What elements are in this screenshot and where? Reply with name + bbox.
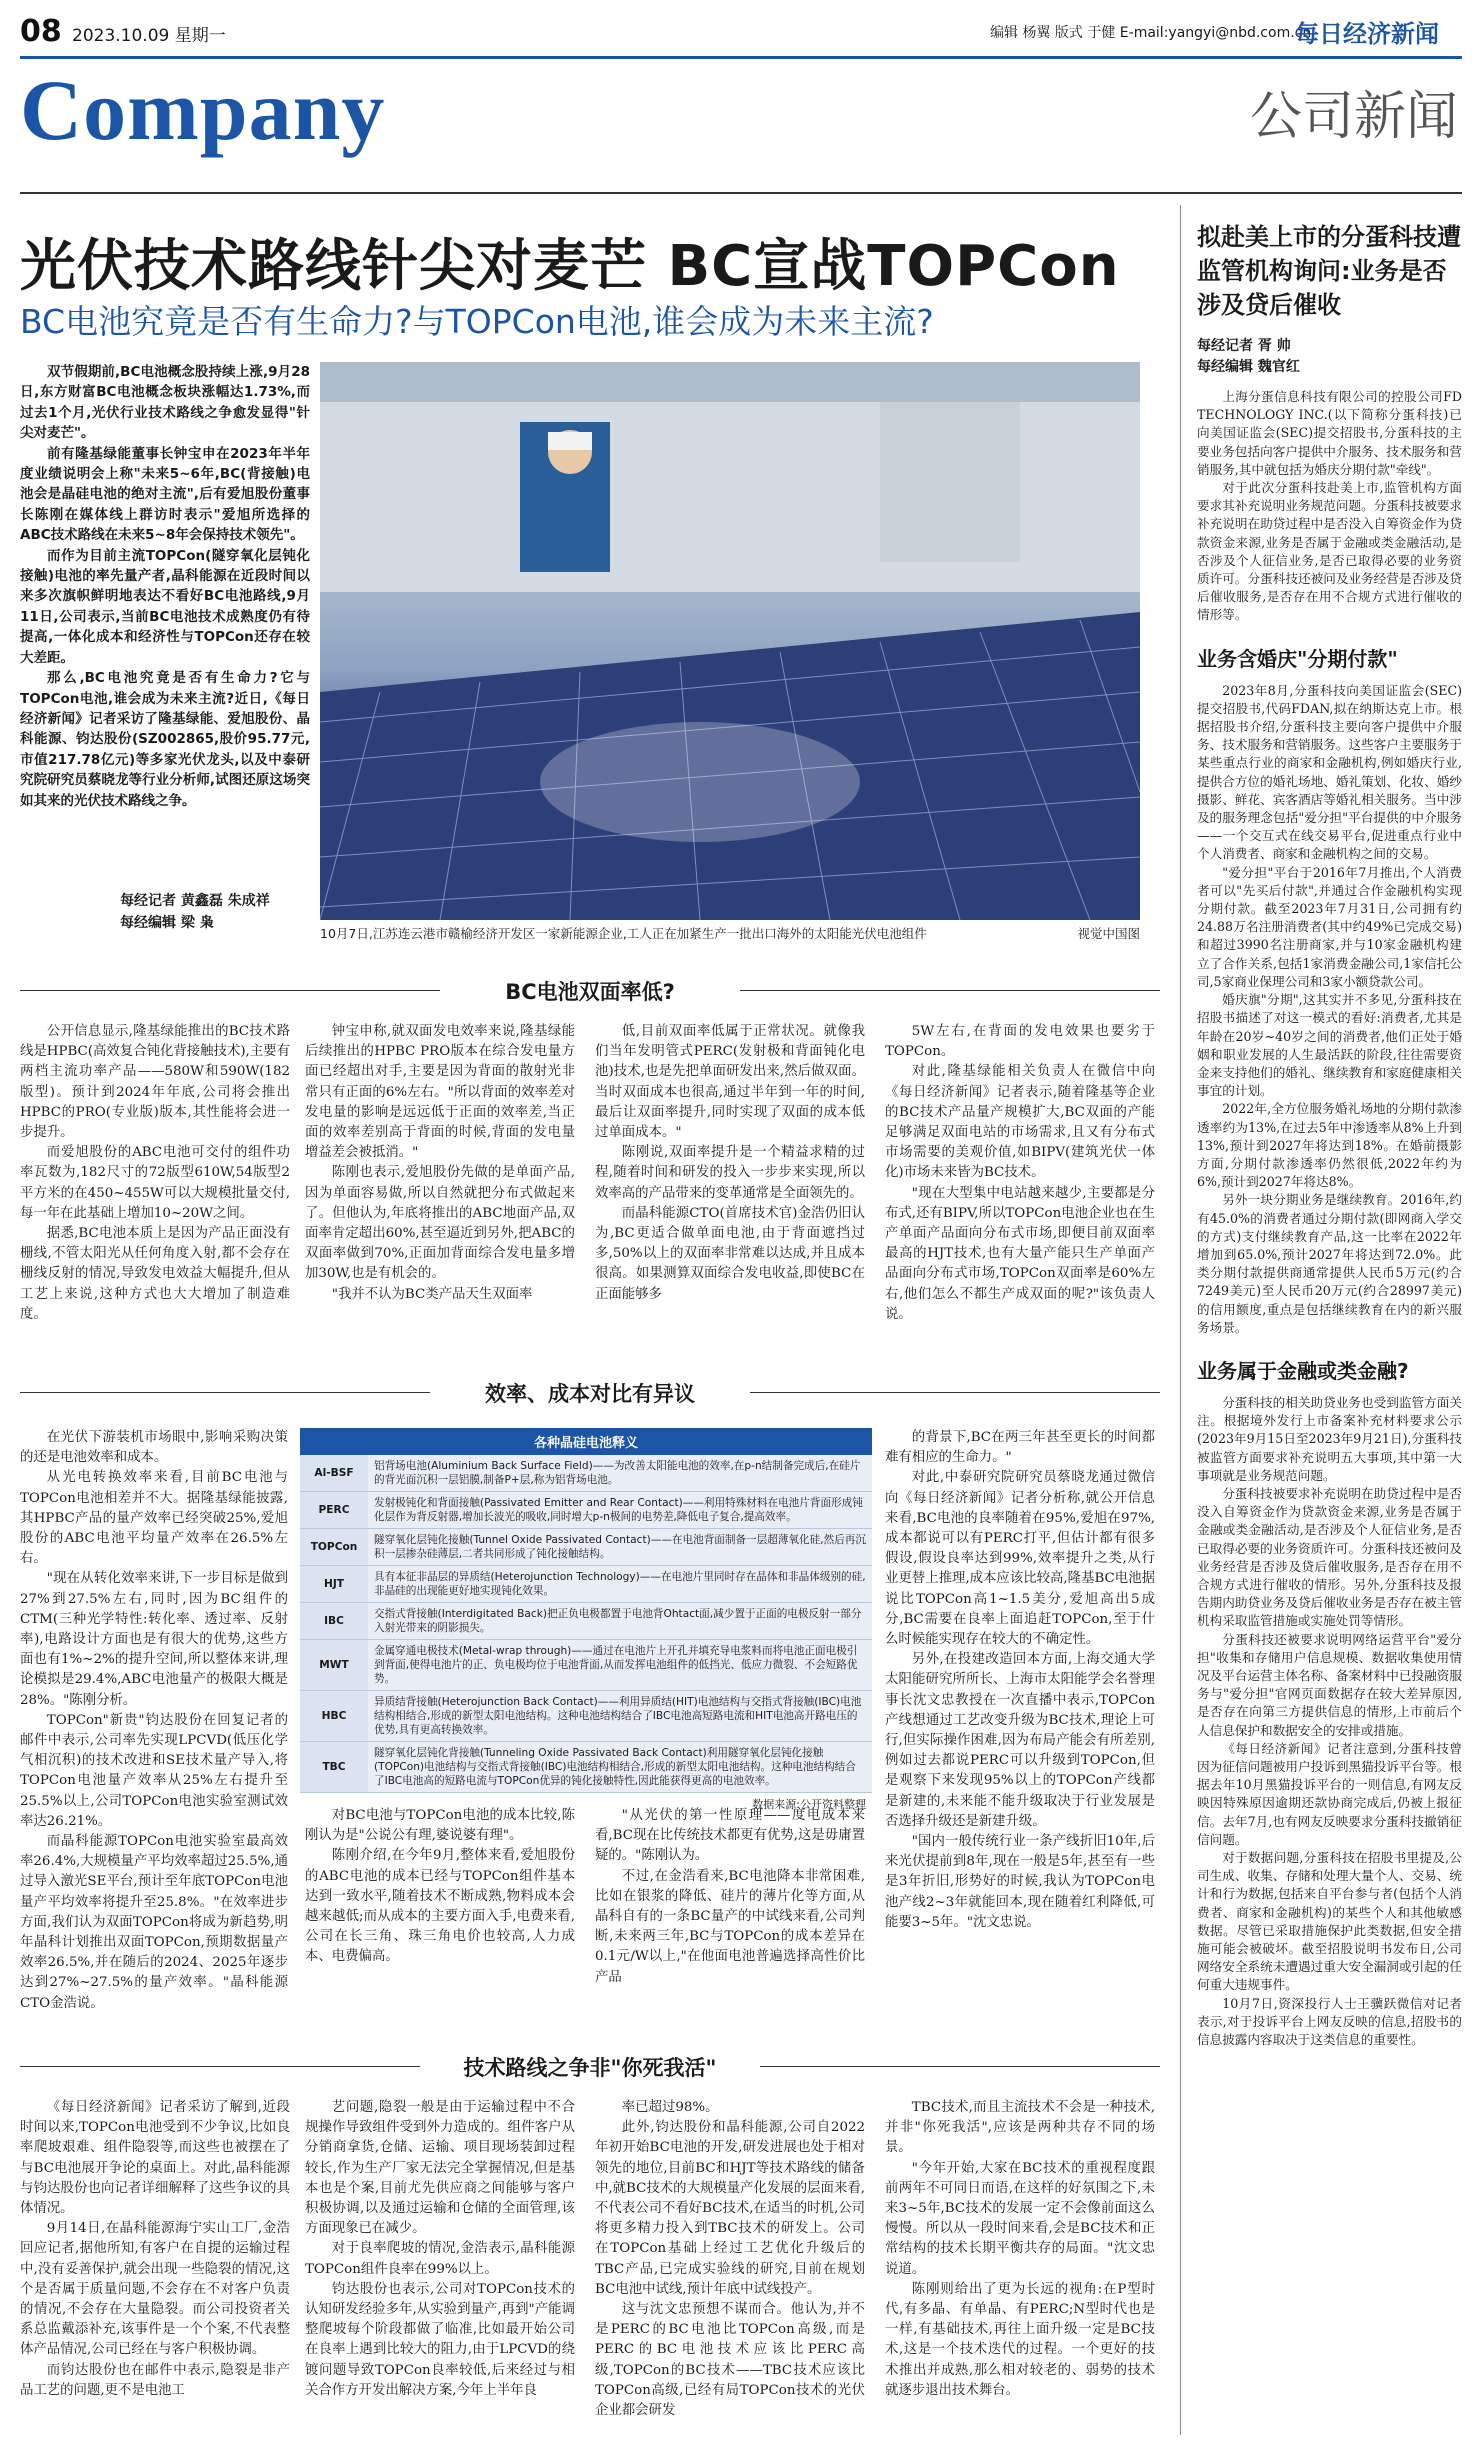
tech-table [300,1455,872,1793]
main-byline [120,890,320,934]
s1-column [885,1022,1155,1325]
intro-para: 那么,BC电池究竟是否有生命力?它与TOPCon电池,谁会成为未来主流?近日,《每日经济新闻》记者采访了隆基绿能、爱旭股份、晶科能源、钧达股份(SZ002865,股价95.77元,市值217.78亿元)等多家光伏龙头,以及中泰研究院研究员蔡晓龙等行业分析师,试图还原这场突如其来的光伏技术路线之争。 [20,670,310,809]
paragraph: 对于数据问题,分蛋科技在招股书里提及,公司生成、收集、存储和处理大量个人、交易、统计和行为数据,包括来自平台参与者(包括个人消费者、商家和金融机构)的某些个人和其他敏感数据。尽管已采取措施保护此类数据,但安全措施可能会被破坏。截至招股说明书发布日,公司网络安全系统未遭遇过重大安全漏洞或引起的任何重大违规事件。 [1197,1850,1462,1993]
editor-line: 编辑 杨翼 版式 于健 E-mail:yangyi@nbd.com.cn [990,25,1312,41]
paragraph: 对此,隆基绿能相关负责人在微信中向《每日经济新闻》记者表示,随着隆基等企业的BC技术产品量产规模扩大,BC双面的产能足够满足双面电站的市场需求,且又有分布式市场需要的美观价值,如BIPV(建筑光伏一体化)市场未来皆为BC技术。 [885,1064,1155,1181]
paragraph: 陈刚则给出了更为长远的视角:在P型时代,有多晶、有单晶、有PERC;N型时代也是一样,有基础技术,再往上面升级一定是BC技术,这是一个技术迭代的过程。一个更好的技术推出并成熟,那么相对较老的、弱势的技术就逐步退出技术舞台。 [885,2281,1155,2398]
paragraph: 《每日经济新闻》记者采访了解到,近段时间以来,TOPCon电池受到不少争议,比如良率爬坡艰难、组件隐裂等,而这些也被摆在了与BC电池展开争论的桌面上。对此,晶科能源与钧达股份也向记者详细解释了这些争议的具体情况。 [20,2100,290,2217]
tech-desc-cell: 铝背场电池(Aluminium Back Surface Field)——为改善太阳能电池的效率,在p-n结制备完成后,在硅片的背光面沉积一层铝膜,制备P+层,称为铝背场电池。 [374,1460,861,1486]
paragraph: TOPCon"新贵"钧达股份在回复记者的邮件中表示,公司率先实现LPCVD(低压化学气相沉积)的技术改进和SE技术量产导入,将TOPCon电池量产效率从25%左右提升至25.5%以上,公司TOPCon电池实验室测试效率达26.21%。 [20,1712,288,1829]
paragraph: 对此,中泰研究院研究员蔡晓龙通过微信向《每日经济新闻》记者分析称,就公开信息来看,BC电池的良率随着在95%,爱旭在97%,成本都说可以有PERC打平,但估计都有很多假设,假设良率达到99%,效率提升之类,从行业更替上推理,成本应该比较高,隆基BC电池据说比TOPCon高1~1.5美分,爱旭高出5成分,BC需要在良率上面追赶TOPCon,至于什么时候能实现存在较大的不确定性。 [885,1470,1155,1648]
tech-name-cell: PERC [300,1492,368,1529]
paragraph: 分蛋科技被要求补充说明在助贷过程中是否没入自筹资金作为贷款资金来源,业务是否属于金融或类金融活动,是否涉及个人征信业务,是否已取得必要的业务资质许可。分蛋科技还被问及业务经营是否涉及贷后催收服务,是否存在用不合规方式进行催收的情形。另外,分蛋科技及报告期内助贷业务及贷后催收业务是否存在被主管机构采取监管措施或实施处罚等情形。 [1197,1485,1462,1629]
tech-name-cell: MWT [300,1640,368,1691]
newspaper-brand: 每日经济新闻 [1295,20,1439,48]
paragraph: 而晶科能源TOPCon电池实验室最高效率26.4%,大规模量产平均效率超过25.5%,通过导入激光SE平台,预计至年底TOPCon电池量产平均效率将提升至25.8%。"在效率进步方面,我们认为双面TOPCon将成为新趋势,明年晶科计划推出双面TOPCon,预期数据量产效率26.5%,并在随后的2024、2025年逐步达到27%~27.5%的量产效率。"晶科能源CTO金浩说。 [20,1834,288,2011]
paragraph: 这与沈文忠预想不谋而合。他认为,并不是PERC的BC电池比TOPCon高级,而是PERC的BC电池技术应该比PERC高级,TOPCon的BC技术——TBC技术应该比TOPCon高级,已经有局TOPCon技术的光伏企业都会研发 [595,2302,865,2419]
paragraph: 另外,在投建改造回本方面,上海交通大学太阳能研究所所长、上海市太阳能学会名誉理事长沈文忠教授在一次直播中表示,TOPCon产线想通过工艺改变升级为BC技术,理论上可行,但实际操作困难,因为布局产能会有所差别,例如过去都说PERC可以升级到TOPCon,但是观察下来发现95%以上的TOPCon产线都是新建的,未来能不能升级取决于行业发展是否选择升级还是新建升级。 [885,1652,1155,1829]
section-title-chinese: 公司新闻 [1250,87,1459,147]
s3-column [20,2098,290,2401]
paragraph: 10月7日,资深投行人士王骥跃微信对记者表示,对于投诉平台上网友反映的信息,招股书的信息披露内容取决于这类信息的重要性。 [1197,1995,1462,2048]
tech-desc-cell: 金属穿通电极技术(Metal-wrap through)——通过在电池片上开孔并填充导电浆料而将电池正面电极引到背面,使得电池片的正、负电极均位于电池背面,从而发挥电池组件的低挡光、低应力微裂、不会短路优势。 [374,1645,858,1685]
paragraph: "我并不认为BC类产品天生双面率 [331,1286,533,1302]
issue-date: 2023.10.09 星期一 [72,26,226,46]
tech-name-cell: TBC [300,1742,368,1793]
table-row [300,1640,872,1691]
paragraph: "现在大型集中电站越来越少,主要都是分布式,还有BIPV,所以TOPCon电池企业也在生产单面产品面向分布式市场,即便目前双面率最高的HJT技术,也有大量产能只生产单面产品面向分布式市场,TOPCon双面率是60%左右,他们怎么不都生产成双面的呢?"该负责人说。 [885,1185,1155,1322]
paragraph: "今年开始,大家在BC技术的重视程度跟前两年不可同日而语,在这样的好氛围之下,未来3~5年,BC技术的发展一定不会像前面这么慢慢。所以从一段时间来看,会是BC技术和正常结构的技术长期平衡共存的局面。"沈文忠说道。 [885,2160,1155,2277]
side-subheading: 业务属于金融或类金融? [1197,1358,1409,1383]
table-row [300,1492,872,1529]
s1-column [595,1022,865,1305]
paragraph: 2022年,全方位服务婚礼场地的分期付款渗透率约为13%,在过去5年中渗透率从8%上升到13%,预计到2027年将达到18%。在婚前摄影方面,分期付款渗透率仍然很低,2022年约为6%,预计到2027年将达8%。 [1197,1101,1462,1190]
tech-table-box [300,1428,872,1811]
intro-text [20,362,310,811]
paragraph: 对BC电池与TOPCon电池的成本比较,陈刚认为是"公说公有理,婆说婆有理"。 [305,1808,575,1844]
paragraph: 另外一块分期业务是继续教育。2016年,约有45.0%的消费者通过分期付款(即网商入学交的方式)支付继续教育产品,这一比率在2022年增加到65.0%,预计2027年将达到72.0%。此类分期付款提供商通常提供人民币5万元(约合7249美元)至人民币20万元(约合28997美元)的信用额度,重点是包括继续教育在内的新兴服务场景。 [1197,1192,1462,1335]
s1-column [20,1022,290,1325]
paragraph: 而爱旭股份的ABC电池可交付的组件功率瓦数为,182尺寸的72版型610W,54版型2平方米的在450~455W可以大规模批量交付,每一年在此基础上增加10~20W之间。 [20,1145,290,1221]
main-headline: 光伏技术路线针尖对麦芒 BC宣战TOPCon [20,234,1120,299]
paragraph: "从光伏的第一性原理——度电成本来看,BC现在比传统技术都更有优势,这是毋庸置疑的。"陈刚认为。 [595,1808,865,1864]
paragraph: 分蛋科技还被要求说明网络运营平台"爱分担"收集和存储用户信息规模、数据收集使用情况及平台运营主体名称、备案材料中已投融资服务与"爱分担"官网页面数据存在较大差异原因,是否存在向第三方提供信息的情形,上市前后个人信息保护和数据安全的安排或措施。 [1197,1631,1462,1738]
paragraph: 而晶科能源CTO(首席技术官)金浩仍旧认为,BC更适合做单面电池,由于背面遮挡过多,50%以上的双面率非常难以达成,并且成本很高。如果测算双面综合发电收益,即使BC在正面能够多 [595,1205,865,1302]
page-number: 08 [20,14,62,49]
side-headline: 拟赴美上市的分蛋科技遭监管机构询问:业务是否涉及贷后催收 [1197,223,1461,319]
tech-desc-cell: 隧穿氧化层钝化背接触(Tunneling Oxide Passivated Back Contact)利用隧穿氧化层钝化接触(TOPCon)电池结构与交指式背接触(IBC)电池结构相结合,形成的新型太阳电池结构。这种电池结构结合了IBC电池高的短路电流与TOPCon优异的钝化接触特性,因此能获得更高的电池效率。 [374,1747,856,1787]
side-body-2 [1197,682,1462,1337]
paragraph: 《每日经济新闻》记者注意到,分蛋科技曾因为征信问题被用户投诉到黑猫投诉平台等。根据去年10月黑猫投诉平台的一则信息,有网友反映因特殊原因逾期还款协商完成后,仍被上报征信。去年7月,也有网友反映要求分蛋科技撤销征信问题。 [1197,1740,1462,1847]
table-row [300,1455,872,1492]
paragraph: 不过,在金浩看来,BC电池降本非常困难,比如在银浆的降低、硅片的薄片化等方面,从晶科自有的一条BC量产的中试线来看,公司判断,未来两三年,BC与TOPCon的成本差异在0.1元/W以上,"在他面电池普遍选择高性价比产品 [595,1868,865,1985]
table-row [300,1691,872,1742]
table-row [300,1742,872,1793]
tech-desc-cell: 发射极钝化和背面接触(Passivated Emitter and Rear Contact)——利用特殊材料在电池片背面形成钝化层作为背反射器,增加长波光的吸收,同时增大p-n极间的电势差,降低电子复合,提高效率。 [374,1497,863,1523]
tech-name-cell: TOPCon [300,1529,368,1566]
paragraph: "现在从转化效率来讲,下一步目标是做到27%到27.5%左右,同时,因为BC组件的CTM(三种光学特性:转化率、透过率、反射率),电路设计方面也是有很大的优势,这些方面也有1%~2%的提升空间,所以整体来讲,理论模拟是29.4%,ABC电池量产的极限大概是28%。"陈刚分析。 [20,1571,288,1708]
paragraph: 而钧达股份也在邮件中表示,隐裂是非产品工艺的问题,更不是电池工 [20,2362,290,2398]
side-byline [1197,336,1462,378]
main-subhead: BC电池究竟是否有生命力?与TOPCon电池,谁会成为未来主流? [20,302,934,341]
paragraph: "爱分担"平台于2016年7月推出,个人消费者可以"先买后付款",并通过合作金融机构实现分期付款。截至2023年7月31日,公司拥有约24.88万名注册消费者(其中约49%已完成交易)和超过3990名注册商家,并与10家金融机构建立了合作关系,包括1家消费金融公司,1家信托公司,5家商业保理公司和3家小额贷款公司。 [1197,864,1462,989]
tech-desc-cell: 隧穿氧化层钝化接触(Tunnel Oxide Passivated Contact)——在电池背面制备一层超薄氧化硅,然后再沉积一层掺杂硅薄层,二者共同形成了钝化接触结构。 [374,1534,866,1560]
factory-photo [320,362,1140,920]
paragraph: TBC技术,而且主流技术不会是一种技术,并非"你死我活",应该是两种共存不同的场景。 [885,2100,1155,2156]
s1-column [305,1022,575,1305]
paragraph: 艺问题,隐裂一般是由于运输过程中不合规操作导致组件受到外力造成的。组件客户从分销商拿货,仓储、运输、项目现场装卸过程较长,作为生产厂家无法完全掌握情况,但是基本也是个案,目前尤先供应商之间能够与客户积极协调,以及通过运输和仓储的全面管理,该方面现象已在减少。 [305,2100,575,2237]
s3-column [885,2098,1155,2401]
table-source: 数据来源:公开资料整理 [752,1798,866,1811]
section-heading: 技术路线之争非"你死我活" [420,2052,760,2082]
paragraph: 分蛋科技的相关助贷业务也受到监管方面关注。根据境外发行上市备案补充材料要求公示(2023年9月15日至2023年9月21日),分蛋科技被监管方面要求补充说明五大事项,其中第一大事项就是业务规范问题。 [1197,1394,1462,1483]
tech-desc-cell: 交指式背接触(Interdigitated Back)把正负电极都置于电池背Ohtact面,减少置于正面的电极反射一部分入射光带来的阴影损失。 [374,1608,862,1634]
header-rule [20,56,1462,59]
photo-credit: 视觉中国图 [1077,926,1140,941]
paragraph: 率已超过98%。 [621,2100,719,2115]
table-row [300,1603,872,1640]
header-bottom-rule [20,192,1462,194]
paragraph: 的背景下,BC在两三年甚至更长的时间都难有相应的生命力。" [885,1430,1155,1466]
paragraph: 9月14日,在晶科能源海宁实山工厂,金浩回应记者,据他所知,有客户在自提的运输过程中,没有妥善保护,就会出现一些隐裂的情况,这个是否属于质量问题,不会存在不对客户负责的情况,不会存在大量隐裂。而公司投资者关系总监戴添补充,该事件是一个个案,不代表整体产品情况,公司已经在与客户积极协调。 [20,2221,290,2358]
side-reporter: 每经记者 胥 帅 [1197,338,1291,354]
s3-column [305,2098,575,2401]
column-divider [1180,205,1181,2435]
tech-desc-cell: 具有本征非晶层的异质结(Heterojunction Technology)——在电池片里同时存在晶体和非晶体级别的硅,非晶硅的出现能更好地实现钝化效果。 [374,1571,866,1597]
paragraph: 陈刚介绍,在今年9月,整体来看,爱旭股份的ABC电池的成本已经与TOPCon组件基本达到一致水平,随着技术不断成熟,物料成本会越来越低;而从成本的主要方面入手,电费来看,公司在长三角、珠三角电价也较高,人力成本、电费偏高。 [305,1848,575,1965]
solar-panel-illustration [320,362,1140,920]
tech-name-cell: HBC [300,1691,368,1742]
s2-column [885,1428,1155,1933]
table-row [300,1529,872,1566]
side-body-1 [1197,388,1462,625]
tech-name-cell: HJT [300,1566,368,1603]
paragraph: 钧达股份也表示,公司对TOPCon技术的认知研发经验多年,从实验到量产,再到"产能调整爬坡每个阶段都做了临准,比如最开始公司在良率上遇到比较大的阻力,由于LPCVD的绕镀问题导致TOPCon良率较低,后来经过与相关合作方开发出解决方案,今年上半年良 [305,2281,575,2398]
s2-column [20,1428,288,2014]
section-heading: BC电池双面率低? [440,976,740,1006]
paragraph: 陈刚也表示,爱旭股份先做的是单面产品,因为单面容易做,所以自然就把分布式做起来了。但他认为,年底将推出的ABC地面产品,双面率肯定超出60%,甚至逼近到另外,把ABC的双面率做到70%,正面加背面综合发电量多增加30W,也是有机会的。 [305,1165,575,1282]
side-article [1197,220,1462,2049]
s3-column [595,2098,865,2421]
paragraph: 上海分蛋信息科技有限公司的控股公司FD TECHNOLOGY INC.(以下简称分蛋科技)已向美国证监会(SEC)提交招股书,分蛋科技的主要业务包括向客户提供中介服务、技术服务和营销服务,其中就包括为婚庆分期付款"牵线"。 [1197,389,1462,477]
tech-desc-cell: 异质结背接触(Heterojunction Back Contact)——利用异质结(HIT)电池结构与交指式背接触(IBC)电池结构相结合,形成的新型太阳电池结构。这种电池结构结合了IBC电池高短路电流和HIT电池高开路电压的优势,具有更高转换效率。 [374,1696,862,1736]
paragraph: 公开信息显示,隆基绿能推出的BC技术路线是HPBC(高效复合钝化背接触技术),主要有两档主流功率产品——580W和590W(182版型)。预计到2024年年底,公司将会推出HPBC的PRO(专业版)版本,其性能将会进一步提升。 [20,1024,290,1141]
editor-credit: 每经编辑 梁 枭 [120,915,214,931]
paragraph: 低,目前双面率低属于正常状况。就像我们当年发明管式PERC(发射极和背面钝化电池)技术,也是先把单面研发出来,然后做双面。当时双面成本也很高,通过半年到一年的时间,最后让双面率提升,同时实现了双面的成本低过单面成本。" [595,1024,865,1141]
reporter-line: 每经记者 黄鑫磊 朱成祥 [120,893,270,909]
tech-name-cell: Al-BSF [300,1455,368,1492]
s2-column [305,1806,575,1968]
paragraph: "国内一般传统行业一条产线折旧10年,后来光伏提前到8年,现在一般是5年,甚至有一些是3年折旧,形势好的时候,我认为TOPCon电池产线2~3年就能回本,现在随着红利降低,可能要3~5年。"沈文忠说。 [885,1834,1155,1930]
paragraph: 2023年8月,分蛋科技向美国证监会(SEC)提交招股书,代码FDAN,拟在纳斯达克上市。根据招股书介绍,分蛋科技主要向客户提供中介服务、技术服务和营销服务。这些客户主要服务于某些重点行业的商家和金融机构,例如婚庆行业,提供合方位的婚礼场地、婚礼策划、化妆、婚纱摄影、鲜花、宾客酒店等婚礼相关服务。当中涉及的服务理念包括"爱分担"平台提供的中介服务——一个交互式在线交易平台,促进重点行业中个人消费者、商家和金融机构之间的交易。 [1197,682,1462,862]
caption-text: 10月7日,江苏连云港市赣榆经济开发区一家新能源企业,工人正在加紧生产一批出口海外的太阳能光伏电池组件 [320,926,927,941]
table-row [300,1566,872,1603]
table-title: 各种晶硅电池释义 [300,1428,872,1455]
intro-para: 前有隆基绿能董事长钟宝申在2023年半年度业绩说明会上称"未来5~6年,BC(背接触)电池会是晶硅电池的绝对主流",后有爱旭股份董事长陈刚在媒体线上群访时表示"爱旭所选择的ABC技术路线在未来5~8年会保持技术领先"。 [20,445,310,544]
paragraph: 钟宝申称,就双面发电效率来说,隆基绿能后续推出的HPBC PRO版本在综合发电量方面已经超出对手,主要是因为背面的散射光非常只有正面的6%左右。"所以背面的效率差对发电量的影响是远远低于正面的效率差,当正面的效率差别高于背面的时候,背面的发电量增益差会被抵消。" [305,1024,575,1161]
s2-column [595,1806,865,1988]
paragraph: 据悉,BC电池本质上是因为产品正面没有栅线,不管太阳光从任何角度入射,都不会存在栅线反射的情况,导致发电效益大幅提升,但从工艺上来说,这种方式也大大增加了制造难度。 [20,1226,290,1322]
paragraph: 5W左右,在背面的发电效果也要劣于TOPCon。 [885,1024,1155,1060]
photo-caption [320,924,1140,942]
tech-name-cell: IBC [300,1603,368,1640]
paragraph: 在光伏下游装机市场眼中,影响采购决策的还是电池效率和成本。 [20,1430,288,1466]
intro-para: 而作为目前主流TOPCon(隧穿氧化层钝化接触)电池的率先量产者,晶科能源在近段时间以来多次旗帜鲜明地表达不看好BC电池路线,9月11日,公司表示,当前BC电池技术成熟度仍有待提高,一体化成本和经济性与TOPCon还存在较大差距。 [20,547,310,666]
paragraph: 对于此次分蛋科技赴美上市,监管机构方面要求其补充说明业务规范问题。分蛋科技被要求补充说明在助贷过程中是否没入自筹资金作为贷款资金来源,业务是否属于金融或类金融活动,是否涉及个人征信业务,是否已取得必要的业务资质许可。分蛋科技还被问及业务经营是否涉及贷后催收服务,是否存在用不合规方式进行催收的情形等。 [1197,480,1462,623]
paragraph: 陈刚说,双面率提升是一个精益求精的过程,随着时间和研发的投入一步步来实现,所以效率高的产品带来的变革通常是全面领先的。 [595,1145,865,1201]
paragraph: 从光电转换效率来看,目前BC电池与TOPCon电池相差并不大。据隆基绿能披露,其HPBC产品的量产效率已经突破25%,爱旭股份的ABC电池平均量产效率在26.5%左右。 [20,1470,288,1567]
side-body-3 [1197,1394,1462,2049]
intro-para: 双节假期前,BC电池概念股持续上涨,9月28日,东方财富BC电池概念板块涨幅达1.73%,而过去1个月,光伏行业技术路线之争愈发显得"针尖对麦芒"。 [20,364,310,442]
side-editor: 每经编辑 魏官红 [1197,359,1300,375]
paragraph: 婚庆旗"分期",这其实并不多见,分蛋科技在招股书描述了对这一模式的看好:消费者,尤其是年龄在20岁~40岁之间的消费者,他们正处于婚姻和职业发展的人生最活跃的阶段,往往需要资金来支持他们的婚礼、继续教育和家庭健康相关事宜的计划。 [1197,992,1462,1099]
section-title-english: Company [20,62,386,158]
side-subheading: 业务含婚庆"分期付款" [1197,646,1398,671]
paragraph: 对于良率爬坡的情况,金浩表示,晶科能源TOPCon组件良率在99%以上。 [305,2241,575,2277]
section-heading: 效率、成本对比有异议 [430,1378,750,1408]
paragraph: 此外,钧达股份和晶科能源,公司自2022年初开始BC电池的开发,研发进展也处于相对领先的地位,目前BC和HJT等技术路线的储备中,就BC技术的大规模量产化发展的层面来看,不代表公司不看好BC技术,在适当的时机,公司将更多精力投入到TBC技术的研发上。公司在TOPCon基础上经过工艺优化升级后的TBC产品,已完成实验线的研究,目前在规划BC电池中试线,预计年底中试线投产。 [595,2120,865,2297]
